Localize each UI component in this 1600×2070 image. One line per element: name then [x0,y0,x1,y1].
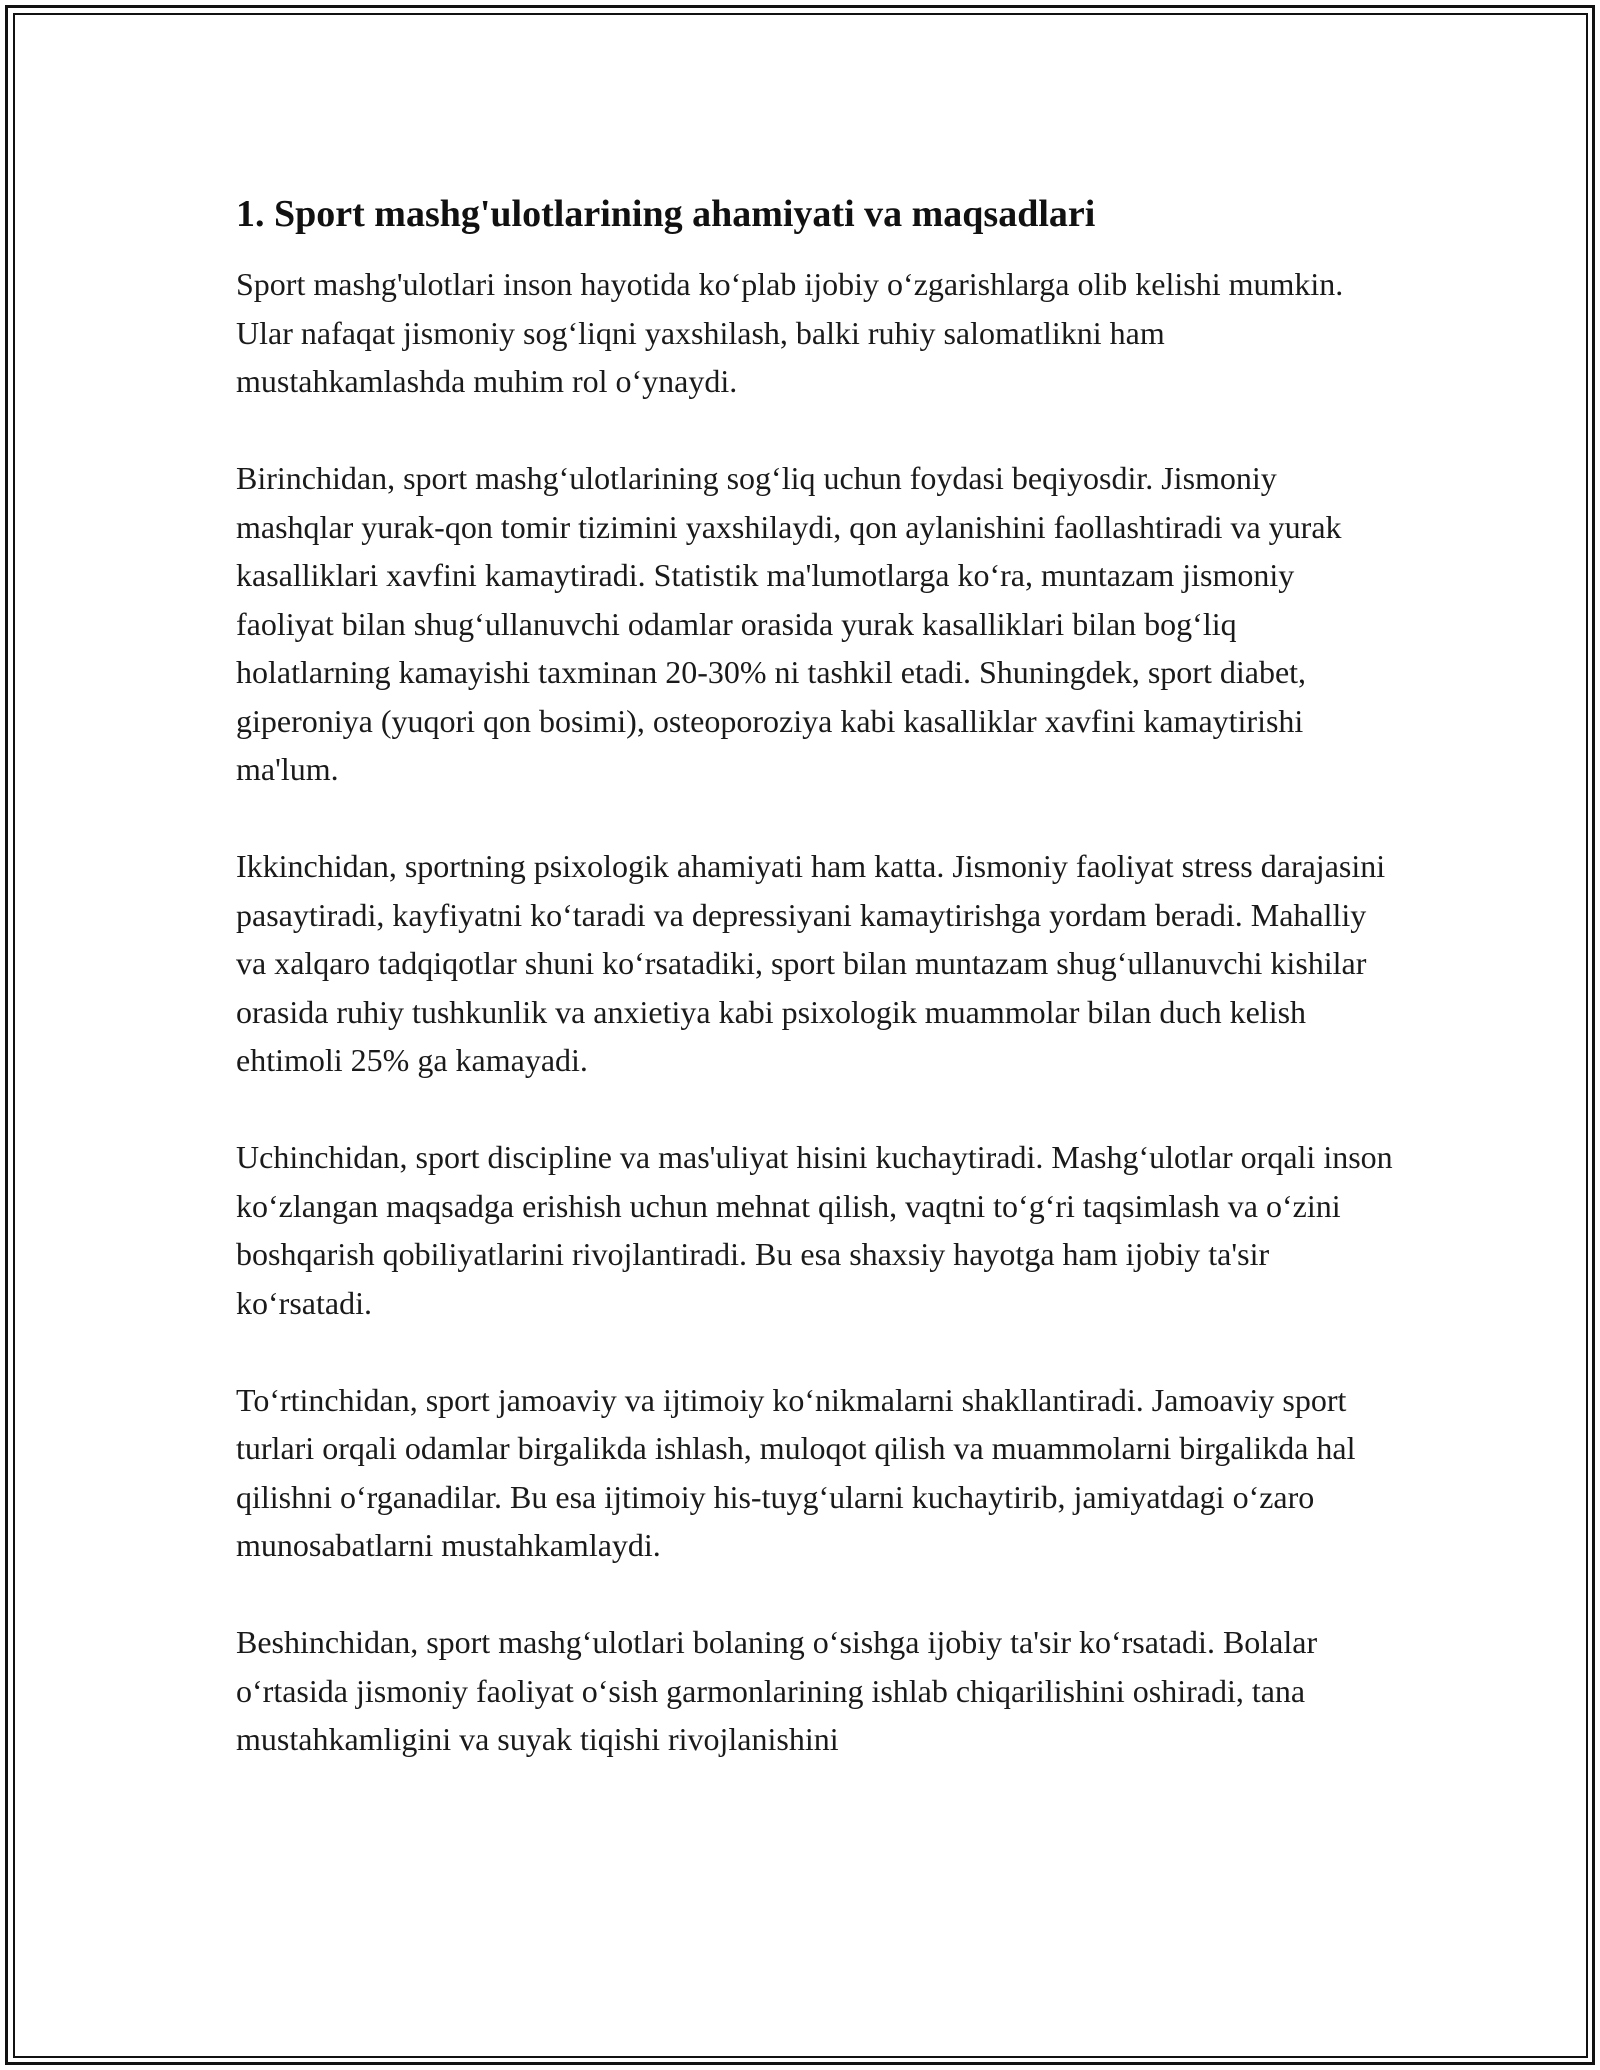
paragraph-first-point: Birinchidan, sport mashg‘ulotlarining sog‘liq uchun foydasi beqiyosdir. Jismoniy mashqlar yurak-qon tomir tizimini yaxshilaydi, qon aylanishini faollashtiradi va yurak kasalliklari xavfini kamaytiradi. Statistik ma'lumotlarga ko‘ra, muntazam jismoniy faoliyat bilan shug‘ullanuvchi odamlar orasida yurak kasalliklari bilan bog‘liq holatlarning kamayishi taxminan 20-30% ni tashkil etadi. Shuningdek, sport diabet, giperoniya (yuqori qon bosimi), osteoporoziya kabi kasalliklar xavfini kamaytirishi ma'lum. [236,460,1342,787]
paragraph-third-point: Uchinchidan, sport discipline va mas'uliyat hisini kuchaytiradi. Mashg‘ulotlar orqali inson ko‘zlangan maqsadga erishish uchun mehnat qilish, vaqtni to‘g‘ri taqsimlash va o‘zini boshqarish qobiliyatlarini rivojlantiradi. Bu esa shaxsiy hayotga ham ijobiy ta'sir ko‘rsatadi. [236,1139,1393,1321]
section-heading: 1. Sport mashg'ulotlarining ahamiyati va maqsadlari [236,193,1096,235]
paragraph-fourth-point: To‘rtinchidan, sport jamoaviy va ijtimoiy ko‘nikmalarni shakllantiradi. Jamoaviy sport turlari orqali odamlar birgalikda ishlash, muloqot qilish va muammolarni birgalikda hal qilishni o‘rganadilar. Bu esa ijtimoiy his-tuyg‘ularni kuchaytirib, jamiyatdagi o‘zaro munosabatlarni mustahkamlaydi. [236,1381,1356,1563]
paragraph-fifth-point: Beshinchidan, sport mashg‘ulotlari bolaning o‘sishga ijobiy ta'sir ko‘rsatadi. Bolalar o‘rtasida jismoniy faoliyat o‘sish garmonlarining ishlab chiqarilishini oshiradi, tana mustahkamligini va suyak tiqishi rivojlanishini [236,1624,1318,1757]
paragraph-intro: Sport mashg'ulotlari inson hayotida ko‘plab ijobiy o‘zgarishlarga olib kelishi mumkin. Ular nafaqat jismoniy sog‘liqni yaxshilash, balki ruhiy salomatlikni ham mustahkamlashda muhim rol o‘ynaydi. [236,266,1344,399]
document-body [236,188,1396,1764]
paragraph-second-point: Ikkinchidan, sportning psixologik ahamiyati ham katta. Jismoniy faoliyat stress darajasini pasaytiradi, kayfiyatni ko‘taradi va depressiyani kamaytirishga yordam beradi. Mahalliy va xalqaro tadqiqotlar shuni ko‘rsatadiki, sport bilan muntazam shug‘ullanuvchi kishilar orasida ruhiy tushkunlik va anxietiya kabi psixologik muammolar bilan duch kelish ehtimoli 25% ga kamayadi. [236,848,1386,1078]
